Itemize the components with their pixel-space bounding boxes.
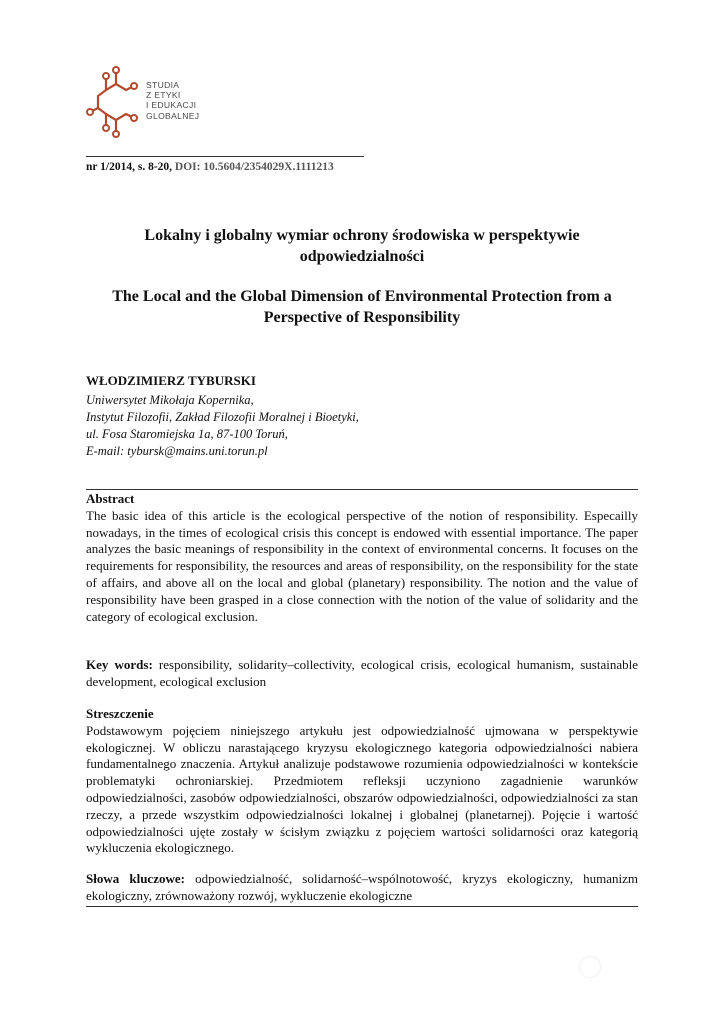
citation xyxy=(86,161,334,173)
keywords-pl xyxy=(86,871,638,905)
logo-line: I EDUKACJI xyxy=(146,100,197,111)
molecule-logo-icon xyxy=(86,62,146,142)
keywords-text: responsibility, solidarity–collectivity, ecological crisis, ecological humanism, sustainable development, ecological exclusion xyxy=(86,657,638,689)
affiliation-line: Instytut Filozofii, Zakład Filozofii Moralnej i Bioetyki, xyxy=(86,410,359,424)
abstract xyxy=(86,491,638,625)
keywords-en xyxy=(86,657,638,691)
citation-divider xyxy=(86,156,364,157)
streszczenie-text: Podstawowym pojęciem niniejszego artykułu jest odpowiedzialność ujmowana w perspektywie ekologicznej. W obliczu narastającego kryzysu ekologicznego kategoria odpowiedzialności nabiera fundamentalnego znaczenia. Artykuł analizuje podstawowe rozumienia odpowiedzialności w kontekście problematyki ochroniarskiej. Przedmiotem refleksji uczyniono zagadnienie warunków odpowiedzialności, zasobów odpowiedzialności, obszarów odpowiedzialności, odpowiedzialności za stan rzeczy, a przede wszystkim odpowiedzialności lokalnej i globalnej (planetarnej). Pojęcie i wartość odpowiedzialności ujęte zostały w ścisłym związku z pojęciem wartości solidarności oraz kategorią wykluczenia ekologicznego. xyxy=(86,722,638,856)
email-line[interactable]: E-mail: tybursk@mains.uni.torun.pl xyxy=(86,444,268,458)
title-polish: Lokalny i globalny wymiar ochrony środowiska w perspektywie odpowiedzialności xyxy=(144,227,580,265)
logo-line: Z ETYKI xyxy=(146,90,181,101)
abstract-heading: Abstract xyxy=(86,491,135,506)
streszczenie xyxy=(86,706,638,857)
keywords-label: Key words: xyxy=(86,657,153,672)
issue-pages: nr 1/2014, s. 8-20, xyxy=(86,161,173,173)
journal-logo xyxy=(86,62,216,142)
title-english: The Local and the Global Dimension of Environmental Protection from a Perspective of Responsibility xyxy=(112,288,612,326)
abstract-divider-top xyxy=(86,489,638,490)
affiliation-line: Uniwersytet Mikołaja Kopernika, xyxy=(86,393,254,407)
logo-text xyxy=(146,80,199,121)
abstract-divider-bottom xyxy=(86,906,638,907)
slowa-kluczowe-label: Słowa kluczowe: xyxy=(86,871,185,886)
abstract-text: The basic idea of this article is the ecological perspective of the notion of responsibility. Especailly nowadays, in the times of ecological crisis this concept is endowed with essential importance. The paper analyzes the basic meanings of responsibility in the context of environmental concerns. It focuses on the requirements for responsibility, the resources and areas of responsibility, on the responsibility for the state of affairs, and above all on the local and global (planetary) responsibility. The notion and the value of responsibility have been grasped in a close connection with the notion of the value of solidarity and the category of ecological exclusion. xyxy=(86,507,638,624)
author-name: WŁODZIMIERZ TYBURSKI xyxy=(86,373,256,388)
affiliation-line: ul. Fosa Staromiejska 1a, 87-100 Toruń, xyxy=(86,427,288,441)
logo-line: GLOBALNEJ xyxy=(146,110,200,121)
doi-link[interactable]: 10.5604/2354029X.1111213 xyxy=(203,161,334,173)
author-affiliation xyxy=(86,392,359,460)
watermark-icon xyxy=(579,956,601,978)
doi-label: DOI: xyxy=(174,161,201,173)
logo-line: STUDIA xyxy=(146,80,180,90)
slowa-kluczowe-text: odpowiedzialność, solidarność–wspólnotowość, kryzys ekologiczny, humanizm ekologiczny, zrównoważony rozwój, wykluczenie ekologiczne xyxy=(86,871,638,903)
streszczenie-heading: Streszczenie xyxy=(86,706,154,721)
